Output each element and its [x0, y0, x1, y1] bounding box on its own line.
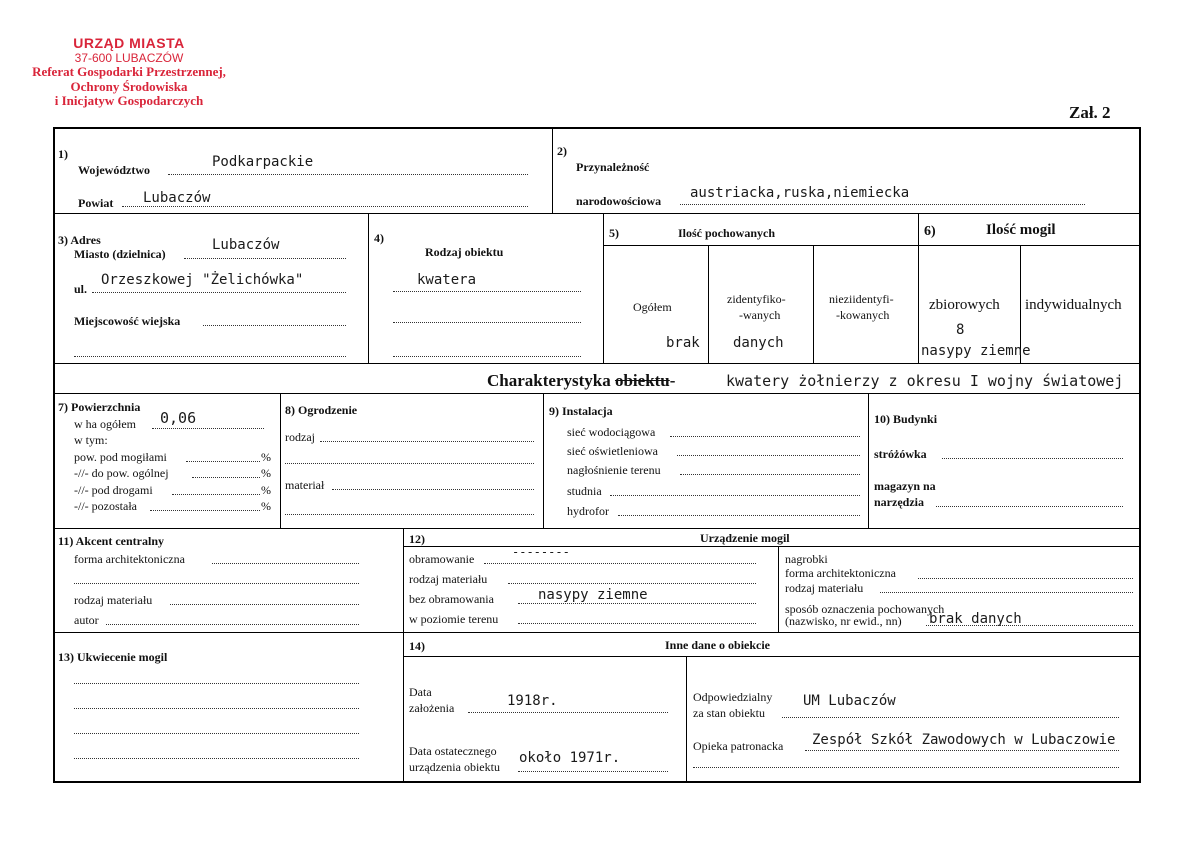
s9-well-line [610, 495, 860, 496]
s14-responsible-value: UM Lubaczów [803, 693, 896, 709]
s10-lodge-label: stróżówka [874, 447, 927, 461]
s12-border-value: -------- [512, 545, 570, 559]
s9-well-label: studnia [567, 484, 602, 498]
s7-share-line [192, 477, 260, 478]
s12-noborder-label: bez obramowania [409, 592, 494, 606]
s3-extra-line [74, 356, 346, 357]
stamp-line-4: Ochrony Środowiska [70, 78, 188, 94]
s12-headstones-label: nagrobki [785, 552, 828, 566]
s10-title: 10) Budynki [874, 412, 938, 426]
s5-value-identified: danych [733, 335, 784, 351]
s6-value-collective: 8 [956, 322, 965, 338]
s2-number: 2) [557, 144, 567, 158]
s9-sound-line [680, 474, 860, 475]
s6-col-collective: zbiorowych [929, 297, 1000, 313]
s12-ground-label: w poziomie terenu [409, 612, 499, 626]
s12-marking-label: sposób oznaczenia pochowanych [785, 602, 945, 616]
characteristics-dash: - [669, 371, 676, 390]
rule-v-s5-c2 [813, 245, 814, 363]
s8-type-line [320, 441, 534, 442]
s9-pump-line [618, 515, 860, 516]
s9-lighting-label: sieć oświetleniowa [567, 444, 658, 458]
s1-voivodeship-line [168, 174, 528, 175]
rule-row2 [53, 363, 1141, 364]
s14-responsible-line [782, 717, 1119, 718]
s4-number: 4) [374, 231, 384, 245]
s3-city-value: Lubaczów [212, 237, 280, 253]
s14-final-value: około 1971r. [519, 750, 621, 766]
s10-storage-label-2: narzędzia [874, 495, 924, 509]
s1-number: 1) [58, 147, 68, 161]
s14-responsible-label-2: za stan obiektu [693, 706, 765, 720]
s5-col-total: Ogółem [633, 300, 672, 314]
s8-line-2 [285, 463, 534, 464]
rule-v-s12-right [778, 546, 779, 632]
s2-line [680, 204, 1085, 205]
s7-graves-label: pow. pod mogiłami [74, 450, 167, 464]
s11-title: 11) Akcent centralny [58, 534, 164, 548]
s10-lodge-line [942, 458, 1123, 459]
s11-author-label: autor [74, 613, 99, 627]
s14-founded-value: 1918r. [507, 693, 558, 709]
s12-form-line [918, 578, 1133, 579]
s12-material-line [508, 583, 756, 584]
s7-total-value: 0,06 [160, 409, 197, 427]
s4-line-2 [393, 322, 581, 323]
s7-title: 7) Powierzchnia [58, 400, 141, 414]
s3-street-value: Orzeszkowej "Żelichówka" [101, 272, 304, 288]
s7-roads-label: -//- pod drogami [74, 483, 153, 497]
s11-material-label: rodzaj materiału [74, 593, 153, 607]
s7-share-label: -//- do pow. ogólnej [74, 466, 169, 480]
s14-founded-label-2: założenia [409, 701, 455, 715]
s3-street-line [92, 292, 346, 293]
rule-v-s11-s12 [403, 528, 404, 783]
s8-title: 8) Ogrodzenie [285, 403, 358, 417]
s2-label-1: Przynależność [576, 160, 650, 174]
s5-number: 5) [609, 226, 619, 240]
s12-form-label: forma architektoniczna [785, 566, 896, 580]
s11-line-2 [74, 583, 359, 584]
s14-patron-line [805, 750, 1119, 751]
rule-row1 [53, 213, 1141, 214]
rule-v-s7-s8 [280, 393, 281, 528]
s9-water-line [670, 436, 860, 437]
s11-material-line [170, 604, 359, 605]
s5-title: Ilość pochowanych [678, 226, 776, 240]
s9-pump-label: hydrofor [567, 504, 609, 518]
s3-village-label: Miejscowość wiejska [74, 314, 181, 328]
s4-line-3 [393, 356, 581, 357]
s7-other-label: -//- pozostała [74, 499, 137, 513]
s14-patron-value: Zespół Szkół Zawodowych w Lubaczowie [812, 732, 1116, 748]
s5-col-unidentified-1: nieziidentyfi- [829, 292, 894, 306]
stamp-line-2: 37-600 LUBACZÓW [74, 50, 184, 65]
rule-v-s9-s10 [868, 393, 869, 528]
s12-border-line [484, 563, 756, 564]
annex-number: Zał. 2 [1069, 103, 1111, 122]
s4-label: Rodzaj obiektu [425, 245, 504, 259]
rule-row5 [53, 632, 1141, 633]
s14-patron-line-2 [693, 767, 1119, 768]
s12-rmaterial-label: rodzaj materiału [785, 581, 864, 595]
rule-v-s3-s4 [368, 213, 369, 363]
s8-type-label: rodzaj [285, 430, 315, 444]
s7-including-label: w tym: [74, 433, 108, 447]
s5-col-unidentified-2: -kowanych [836, 308, 890, 322]
s3-street-label: ul. [74, 282, 88, 296]
s7-roads-pct: % [261, 483, 271, 497]
s6-title: Ilość mogil [986, 222, 1056, 238]
characteristics-title-text: Charakterystyka [487, 371, 611, 390]
rule-v-s14-right [686, 656, 687, 783]
stamp-line-5: i Inicjatyw Gospodarczych [54, 93, 204, 109]
s14-founded-line [468, 712, 668, 713]
s5-col-identified-1: zidentyfiko- [727, 292, 786, 306]
s7-other-pct: % [261, 499, 271, 513]
s14-patron-label: Opieka patronacka [693, 739, 784, 753]
s4-value: kwatera [417, 272, 477, 288]
s12-number: 12) [409, 532, 425, 546]
stamp-line-3: Referat Gospodarki Przestrzennej, [32, 64, 226, 80]
s9-lighting-line [677, 455, 860, 456]
office-stamp [14, 36, 244, 109]
s5-value-total: brak [666, 335, 700, 351]
s7-share-pct: % [261, 466, 271, 480]
s4-line-1 [393, 291, 581, 292]
characteristics-value: kwatery żołnierzy z okresu I wojny światowej [726, 372, 1124, 390]
s7-roads-line [172, 494, 260, 495]
s9-title: 9) Instalacja [549, 404, 613, 418]
s14-title: Inne dane o obiekcie [665, 638, 771, 652]
s14-number: 14) [409, 639, 425, 653]
s8-material-line [332, 489, 534, 490]
s14-founded-label-1: Data [409, 685, 432, 699]
s12-border-label: obramowanie [409, 552, 475, 566]
rule-v-s1-s2 [552, 127, 553, 213]
s1-county-line [122, 206, 528, 207]
s8-material-label: materiał [285, 478, 325, 492]
characteristics-struck-word: obiektu [614, 371, 670, 390]
rule-v-s5-s6 [918, 213, 919, 363]
rule-s5-head [603, 245, 1141, 246]
s12-ground-line [518, 623, 756, 624]
s6-value-type: nasypy ziemne [921, 343, 1031, 359]
s7-other-line [150, 510, 260, 511]
s3-city-line [184, 258, 346, 259]
rule-row3 [53, 393, 1141, 394]
s3-city-label: Miasto (dzielnica) [74, 247, 166, 261]
s13-title: 13) Ukwiecenie mogil [58, 650, 168, 664]
s7-graves-line [186, 461, 260, 462]
s7-total-label: w ha ogółem [74, 417, 136, 431]
s12-title: Urządzenie mogil [700, 531, 790, 545]
s11-author-line [106, 624, 359, 625]
s5-col-identified-2: -wanych [739, 308, 781, 322]
s3-village-line [203, 325, 346, 326]
s1-county-value: Lubaczów [143, 190, 211, 206]
rule-v-s4-s5 [603, 213, 604, 363]
s10-storage-line [936, 506, 1123, 507]
s13-line-1 [74, 683, 359, 684]
s1-county-label: Powiat [78, 196, 114, 210]
s13-line-4 [74, 758, 359, 759]
s12-noborder-line [518, 603, 756, 604]
s8-line-4 [285, 514, 534, 515]
s12-rmaterial-line [880, 592, 1133, 593]
s2-label-2: narodowościowa [576, 194, 662, 208]
s11-form-label: forma architektoniczna [74, 552, 185, 566]
s14-final-label-1: Data ostatecznego [409, 744, 497, 758]
s6-col-individual: indywidualnych [1025, 297, 1122, 313]
rule-s14-head [403, 656, 1141, 657]
s7-graves-pct: % [261, 450, 271, 464]
s2-value: austriacka,ruska,niemiecka [690, 185, 910, 201]
s13-line-3 [74, 733, 359, 734]
s1-voivodeship-label: Województwo [78, 163, 150, 177]
rule-v-s5-c1 [708, 245, 709, 363]
s11-form-line [212, 563, 359, 564]
s7-total-line [152, 428, 264, 429]
rule-v-s8-s9 [543, 393, 544, 528]
s3-title: 3) Adres [58, 233, 101, 247]
s14-final-line [518, 771, 668, 772]
s12-noborder-value: nasypy ziemne [538, 587, 648, 603]
s9-water-label: sieć wodociągowa [567, 425, 656, 439]
s6-number: 6) [924, 224, 936, 239]
stamp-line-1: URZĄD MIASTA [73, 35, 185, 51]
s12-material-label: rodzaj materiału [409, 572, 488, 586]
rule-row4 [53, 528, 1141, 529]
s14-responsible-label-1: Odpowiedzialny [693, 690, 773, 704]
s12-marking-sub: (nazwisko, nr ewid., nn) [785, 614, 902, 628]
s1-voivodeship-value: Podkarpackie [212, 154, 314, 170]
s9-sound-label: nagłośnienie terenu [567, 463, 661, 477]
s12-marking-value: brak danych [929, 611, 1022, 627]
s14-final-label-2: urządzenia obiektu [409, 760, 500, 774]
characteristics-title [487, 371, 675, 391]
s10-storage-label-1: magazyn na [874, 479, 936, 493]
s13-line-2 [74, 708, 359, 709]
